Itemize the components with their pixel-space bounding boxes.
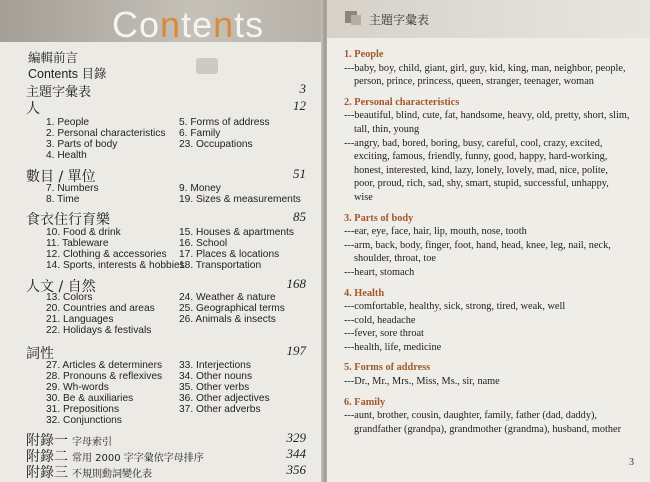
toc-item: 30. Be & auxiliaries bbox=[46, 393, 134, 404]
vocab-line: ---health, life, medicine bbox=[344, 341, 442, 353]
vocab-line: poor, proud, rich, sad, shy, smart, stupid, successful, unhappy, bbox=[354, 178, 609, 190]
vocab-line: honest, interested, kind, lazy, lonely, lovely, mad, nice, polite, bbox=[354, 164, 608, 176]
category-heading: 1. People bbox=[344, 49, 384, 60]
toc-item: 25. Geographical terms bbox=[179, 303, 285, 314]
page-number: 3 bbox=[299, 81, 306, 96]
left-page bbox=[0, 0, 323, 482]
toc-items bbox=[36, 117, 316, 165]
category-heading: 5. Forms of address bbox=[344, 362, 431, 374]
toc-items bbox=[36, 183, 316, 207]
toc-item: 8. Time bbox=[46, 194, 80, 205]
toc-item: 2. Personal characteristics bbox=[46, 128, 166, 139]
appendix-entry: 附錄一 字母索引 329 bbox=[26, 430, 306, 449]
preface-line: 編輯前言 bbox=[28, 50, 79, 65]
vocab-line: person, prince, princess, queen, stranger, teenager, woman bbox=[354, 76, 594, 88]
category-heading: 3. Parts of body bbox=[344, 212, 414, 224]
vocab-line: ---heart, stomach bbox=[344, 266, 415, 278]
section-title: 人文 / 自然 bbox=[26, 279, 96, 295]
toc-item: 36. Other adjectives bbox=[179, 393, 270, 404]
vocab-line: ---aunt, brother, cousin, daughter, family, father (dad, daddy), bbox=[344, 410, 597, 422]
page-number: 197 bbox=[286, 343, 306, 358]
category-heading: 2. Personal characteristics bbox=[344, 96, 460, 108]
toc-item: 24. Weather & nature bbox=[179, 292, 276, 303]
vocab-line: ---beautiful, blind, cute, fat, handsome, heavy, old, pretty, short, slim, bbox=[344, 110, 630, 122]
vocab-line: wise bbox=[354, 191, 373, 203]
toc-items bbox=[36, 227, 316, 275]
section-title: 人 bbox=[26, 101, 40, 117]
vocab-line: ---baby, boy, child, giant, girl, guy, kid, king, man, neighbor, people, bbox=[344, 62, 626, 74]
toc-item: 22. Holidays & festivals bbox=[46, 325, 152, 336]
toc-item: 12. Clothing & accessories bbox=[46, 249, 167, 260]
toc-item: 34. Other nouns bbox=[179, 371, 253, 382]
toc-item: 23. Occupations bbox=[179, 139, 253, 150]
theme-header-title: 主題字彙表 bbox=[369, 13, 430, 27]
right-page bbox=[327, 0, 650, 482]
contents-title: Contents bbox=[112, 4, 265, 45]
vocab-line: shoulder, throat, toe bbox=[354, 253, 436, 265]
page-number: 51 bbox=[293, 166, 306, 181]
section-title: 食衣住行育樂 bbox=[26, 212, 110, 228]
toc-item: 9. Money bbox=[179, 183, 221, 194]
toc-item: 4. Health bbox=[46, 150, 87, 161]
toc-item: 28. Pronouns & reflexives bbox=[46, 371, 163, 382]
page-number: 168 bbox=[286, 276, 306, 291]
vocab-line: ---Dr., Mr., Mrs., Miss, Ms., sir, name bbox=[344, 376, 500, 388]
square-bullet-icon bbox=[351, 15, 361, 25]
page-number: 356 bbox=[286, 462, 306, 477]
vocab-line: ---fever, sore throat bbox=[344, 328, 424, 340]
toc-item: 37. Other adverbs bbox=[179, 404, 261, 415]
toc-item: 27. Articles & determiners bbox=[46, 360, 163, 371]
page-folio: 3 bbox=[629, 457, 634, 468]
section-title: 數目 / 單位 bbox=[26, 169, 96, 185]
toc-item: 16. School bbox=[179, 238, 228, 249]
toc-item: 31. Prepositions bbox=[46, 404, 120, 415]
vocab-line: tall, thin, young bbox=[354, 123, 420, 135]
vocab-line: grandfather (grandpa), grandmother (grandma), husband, mother bbox=[354, 423, 622, 435]
vocab-line: ---comfortable, healthy, sick, strong, tired, weak, well bbox=[344, 301, 566, 313]
toc-item: 3. Parts of body bbox=[46, 139, 118, 150]
section-title: 詞性 bbox=[26, 346, 54, 362]
toc-item: 19. Sizes & measurements bbox=[179, 194, 301, 205]
toc-main-heading: 主題字彙表 3 bbox=[26, 81, 306, 100]
toc-item: 29. Wh-words bbox=[46, 382, 109, 393]
toc-item: 10. Food & drink bbox=[46, 227, 121, 238]
toc-item: 13. Colors bbox=[46, 292, 93, 303]
toc-item: 11. Tableware bbox=[46, 238, 109, 249]
toc-section bbox=[26, 98, 306, 118]
toc-item: 32. Conjunctions bbox=[46, 415, 122, 426]
toc-item: 18. Transportation bbox=[179, 260, 262, 271]
vocab-line: ---angry, bad, bored, boring, busy, careful, cool, crazy, excited, bbox=[344, 137, 603, 149]
page-number: 344 bbox=[286, 446, 306, 461]
vocab-line: exciting, famous, friendly, funny, good, happy, hard-working, bbox=[354, 151, 608, 163]
toc-item: 14. Sports, interests & hobbies bbox=[46, 260, 185, 271]
toc-item: 7. Numbers bbox=[46, 183, 99, 194]
vocab-line: ---cold, headache bbox=[344, 314, 416, 326]
appendix-entry: 附錄二 常用 2000 字字彙依字母排序 344 bbox=[26, 446, 306, 465]
page-number: 329 bbox=[286, 430, 306, 445]
toc-item: 20. Countries and areas bbox=[46, 303, 155, 314]
toc-item: 15. Houses & apartments bbox=[179, 227, 294, 238]
vocab-line: ---arm, back, body, finger, foot, hand, head, knee, leg, nail, neck, bbox=[344, 239, 611, 251]
toc-section bbox=[26, 209, 306, 229]
vocab-list bbox=[344, 48, 644, 436]
toc-items bbox=[36, 292, 316, 340]
toc-item: 33. Interjections bbox=[179, 360, 251, 371]
page-number: 12 bbox=[293, 98, 306, 113]
toc-items bbox=[36, 360, 316, 428]
contents-line: Contents 目錄 bbox=[28, 67, 107, 81]
decorative-stamp-icon bbox=[196, 58, 218, 74]
toc-item: 1. People bbox=[46, 117, 90, 128]
toc-item: 21. Languages bbox=[46, 314, 114, 325]
toc-item: 17. Places & locations bbox=[179, 249, 280, 260]
toc-item: 6. Family bbox=[179, 128, 221, 139]
toc-item: 35. Other verbs bbox=[179, 382, 250, 393]
toc-item: 26. Animals & insects bbox=[179, 314, 276, 325]
toc-item: 5. Forms of address bbox=[179, 117, 270, 128]
category-heading: 4. Health bbox=[344, 287, 385, 299]
category-heading: 6. Family bbox=[344, 396, 386, 408]
vocab-line: ---ear, eye, face, hair, lip, mouth, nose, tooth bbox=[344, 226, 527, 238]
appendix-entry: 附錄三 不規則動詞變化表 356 bbox=[26, 462, 306, 481]
page-number: 85 bbox=[293, 209, 306, 224]
